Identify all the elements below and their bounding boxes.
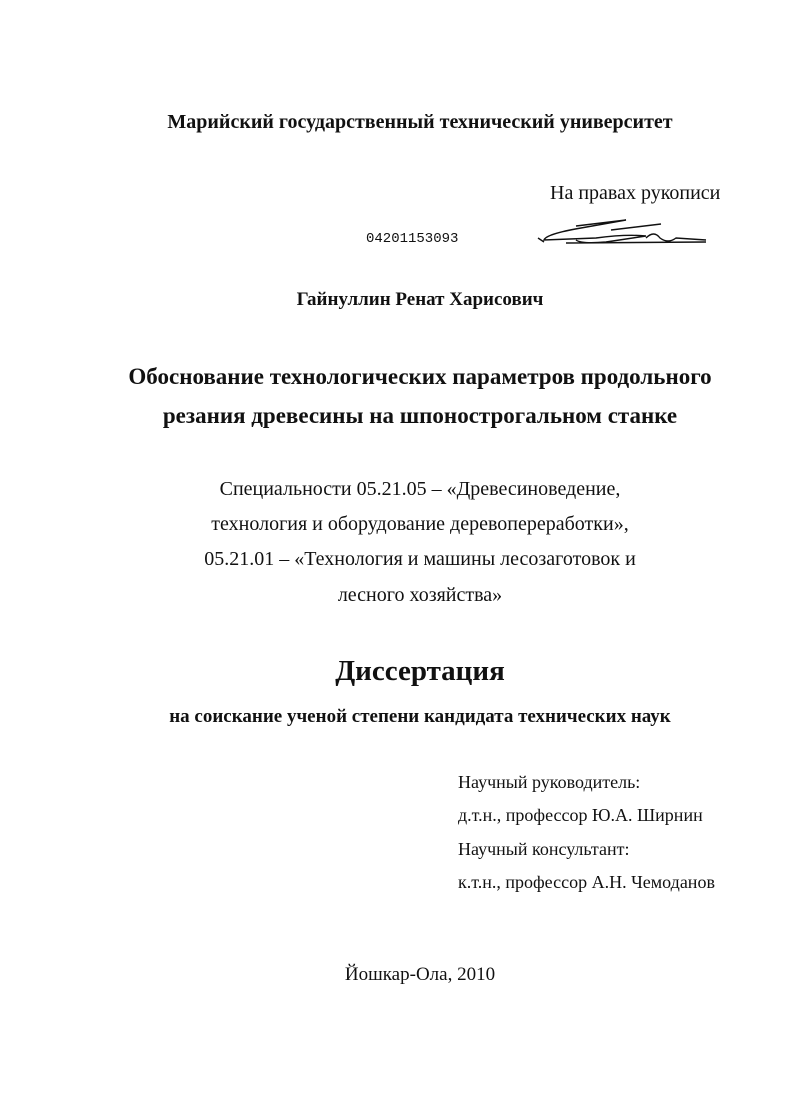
author-name: Гайнуллин Ренат Харисович [296,289,544,310]
advisor-name: д.т.н., профессор Ю.А. Ширнин [458,805,703,825]
registration-number: 04201153093 [366,231,459,247]
manuscript-rights-note: На правах рукописи [550,182,721,204]
signature-image [536,216,716,250]
specialty-line: Специальности 05.21.05 – «Древесиноведение, [219,478,621,500]
city-year: Йошкар-Ола, 2010 [344,964,496,985]
thesis-title-line: Обоснование технологических параметров продольного [128,364,712,389]
university-name: Марийский государственный технический университет [167,111,673,133]
degree-line: на соискание ученой степени кандидата технических наук [169,706,671,727]
specialty-line: технология и оборудование деревопереработки», [211,513,629,535]
consultant-name: к.т.н., профессор А.Н. Чемоданов [458,872,715,892]
advisor-label: Научный руководитель: [458,772,641,792]
thesis-title-line: резания древесины на шпонострогальном станке [162,403,678,428]
specialty-line: лесного хозяйства» [337,584,503,606]
consultant-label: Научный консультант: [458,839,630,859]
document-type: Диссертация [335,655,505,687]
specialty-line: 05.21.01 – «Технология и машины лесозаготовок и [204,548,636,570]
